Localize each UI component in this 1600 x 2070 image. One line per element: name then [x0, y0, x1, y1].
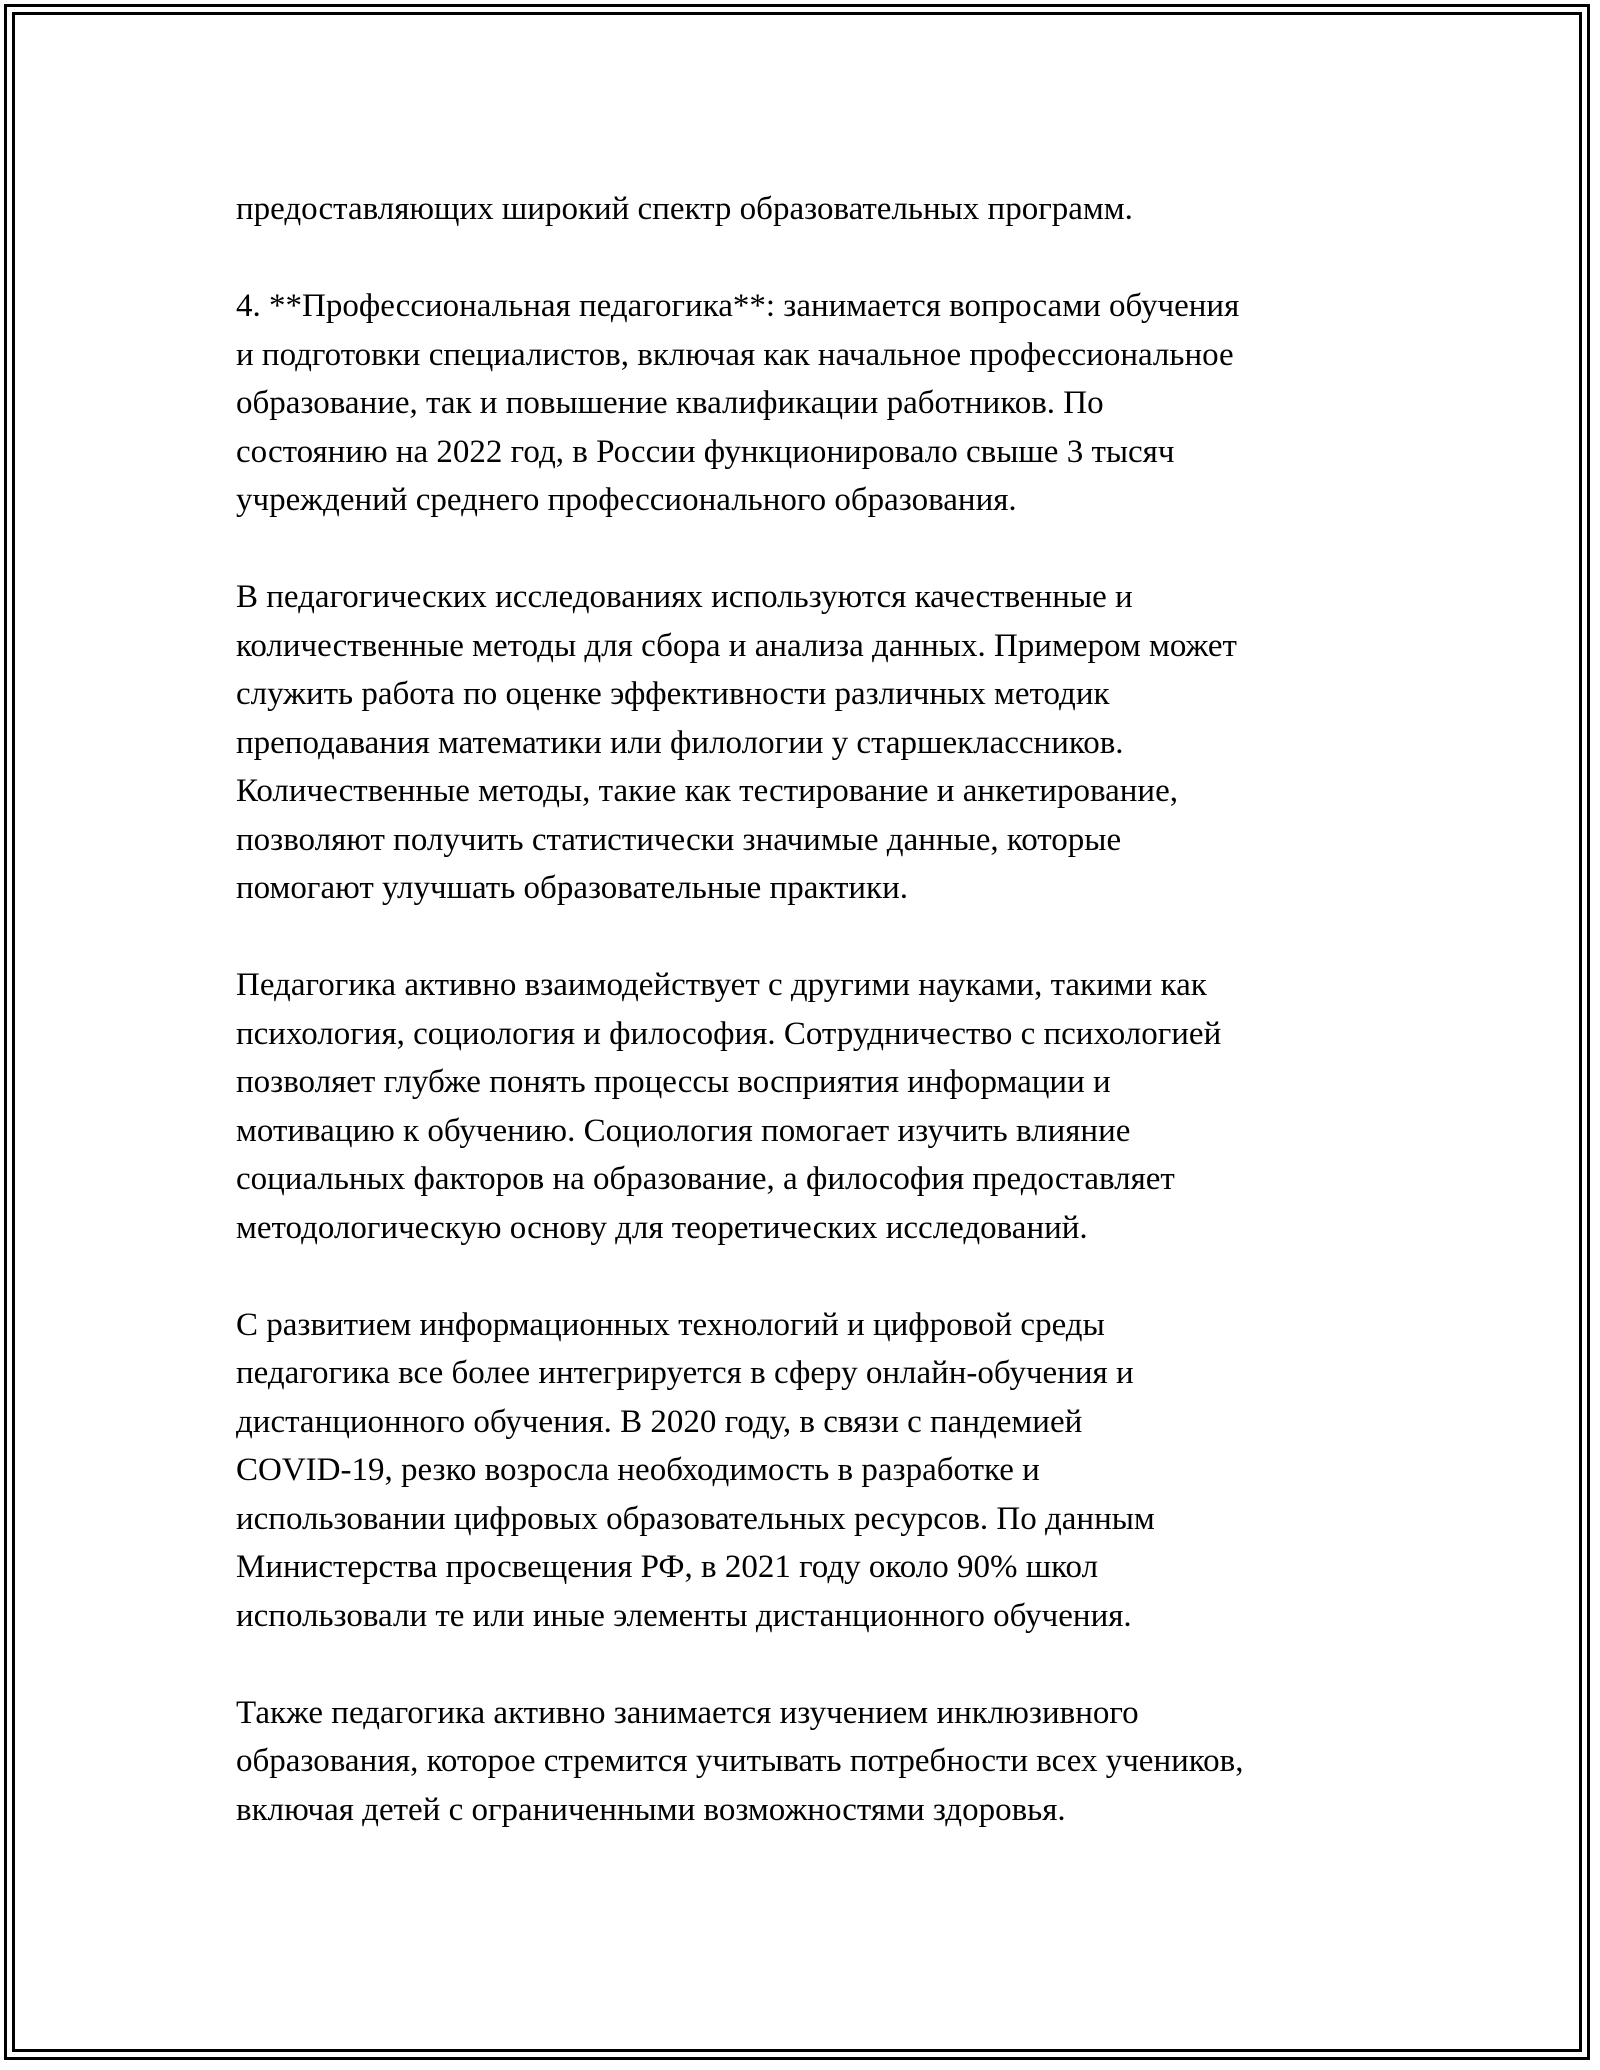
text-line: включая детей с ограниченными возможностями здоровья.: [236, 1791, 1066, 1828]
text-line: COVID-19, резко возросла необходимость в разработке и: [236, 1452, 1040, 1488]
text-line: и подготовки специалистов, включая как начальное профессиональное: [236, 336, 1234, 373]
text-line: Педагогика активно взаимодействует с другими науками, такими как: [236, 967, 1207, 1003]
paragraph-professional-pedagogy: [236, 282, 1386, 525]
text-line: методологическую основу для теоретических исследований.: [236, 1209, 1088, 1246]
text-line: учреждений среднего профессионального образования.: [236, 482, 1017, 518]
text-line: С развитием информационных технологий и цифровой среды: [236, 1306, 1105, 1343]
text-line: Количественные методы, такие как тестирование и анкетирование,: [236, 773, 1178, 809]
text-line: состоянию на 2022 год, в России функционировало свыше 3 тысяч: [236, 433, 1175, 470]
text-line: служить работа по оценке эффективности различных методик: [236, 676, 1110, 712]
paragraph-programs: [236, 185, 1386, 234]
text-line: образование, так и повышение квалификации работников. По: [236, 385, 1104, 421]
text-line: социальных факторов на образование, а философия предоставляет: [236, 1161, 1175, 1197]
text-line: Также педагогика активно занимается изучением инклюзивного: [236, 1694, 1139, 1731]
text-line: Министерства просвещения РФ, в 2021 году около 90% школ: [236, 1549, 1099, 1585]
paragraph-digital-learning: [236, 1301, 1386, 1641]
text-line: предоставляющих широкий спектр образовательных программ.: [236, 191, 1133, 227]
text-line: количественные методы для сбора и анализа данных. Примером может: [236, 627, 1237, 664]
text-line: педагогика все более интегрируется в сферу онлайн-обучения и: [236, 1355, 1134, 1391]
text-line: мотивацию к обучению. Социология помогает изучить влияние: [236, 1112, 1131, 1149]
text-line: позволяют получить статистически значимые данные, которые: [236, 821, 1122, 858]
text-line: психология, социология и философия. Сотрудничество с психологией: [236, 1015, 1222, 1052]
paragraph-inclusive-education: [236, 1689, 1386, 1835]
document-body: [236, 185, 1386, 1883]
text-line: преподавания математики или филологии у старшеклассников.: [236, 724, 1124, 761]
text-line: помогают улучшать образовательные практики.: [236, 870, 908, 906]
text-line: позволяет глубже понять процессы восприятия информации и: [236, 1064, 1111, 1100]
paragraph-research-methods: [236, 573, 1386, 913]
text-line: В педагогических исследованиях используются качественные и: [236, 579, 1133, 615]
text-line: образования, которое стремится учитывать потребности всех учеников,: [236, 1743, 1244, 1779]
paragraph-interdisciplinary: [236, 961, 1386, 1252]
text-line: дистанционного обучения. В 2020 году, в связи с пандемией: [236, 1403, 1083, 1440]
text-line: 4. **Профессиональная педагогика**: занимается вопросами обучения: [236, 288, 1240, 324]
text-line: использовали те или иные элементы дистанционного обучения.: [236, 1597, 1132, 1634]
text-line: использовании цифровых образовательных ресурсов. По данным: [236, 1500, 1155, 1537]
